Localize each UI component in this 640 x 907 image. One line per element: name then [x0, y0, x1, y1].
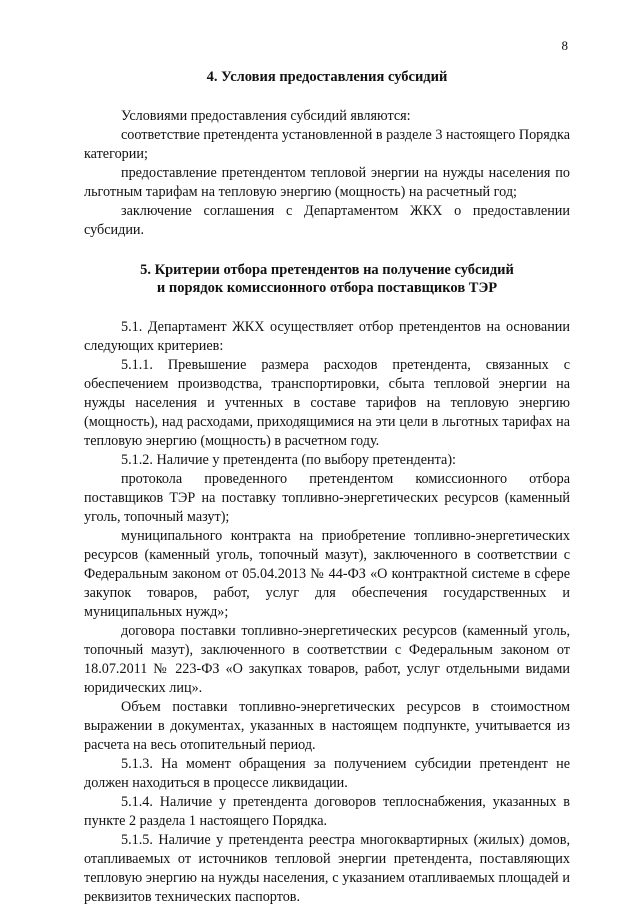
- s5-paragraph: договора поставки топливно-энергетических ресурсов (каменный уголь, топочный мазут), заключенного в соответствии с Федеральным законом от 18.07.2011 № 223-ФЗ «О закупках товаров, работ, услуг отдельными видами юридических лиц».: [84, 623, 570, 696]
- section-4-heading: 4. Условия предоставления субсидий: [206, 69, 448, 85]
- page-number: 8: [561, 38, 568, 53]
- s4-paragraph: Условиями предоставления субсидий являются:: [121, 108, 411, 124]
- s5-paragraph: 5.1.2. Наличие у претендента (по выбору претендента):: [121, 452, 456, 468]
- s5-paragraph: 5.1.3. На момент обращения за получением субсидии претендент не должен находиться в процессе ликвидации.: [84, 756, 570, 791]
- s4-paragraph: соответствие претендента установленной в разделе 3 настоящего Порядка категории;: [84, 127, 570, 162]
- document-body: [84, 68, 570, 907]
- s4-paragraph: заключение соглашения с Департаментом ЖКХ о предоставлении субсидии.: [84, 203, 570, 238]
- section-5-heading-line2: и порядок комиссионного отбора поставщиков ТЭР: [156, 280, 498, 296]
- section-5-heading-line1: 5. Критерии отбора претендентов на получение субсидий: [140, 262, 514, 278]
- s5-paragraph: протокола проведенного претендентом комиссионного отбора поставщиков ТЭР на поставку топливно-энергетических ресурсов (каменный уголь, топочный мазут);: [84, 471, 570, 525]
- s5-paragraph: 5.1. Департамент ЖКХ осуществляет отбор претендентов на основании следующих критериев:: [84, 319, 570, 354]
- s5-paragraph: 5.1.5. Наличие у претендента реестра многоквартирных (жилых) домов, отапливаемых от источников тепловой энергии претендента, поставляющих тепловую энергию на нужды населения, с указанием отапливаемых площадей и реквизитов технических паспортов.: [84, 832, 570, 905]
- s5-paragraph: Объем поставки топливно-энергетических ресурсов в стоимостном выражении в документах, указанных в настоящем подпункте, учитывается из расчета на весь отопительный период.: [84, 699, 570, 753]
- s5-paragraph: муниципального контракта на приобретение топливно-энергетических ресурсов (каменный уголь, топочный мазут), заключенного в соответствии с Федеральным законом от 05.04.2013 № 44-ФЗ «О контрактной системе в сфере закупок товаров, работ, услуг для обеспечения государственных и муниципальных нужд»;: [84, 528, 570, 620]
- s5-paragraph: 5.1.4. Наличие у претендента договоров теплоснабжения, указанных в пункте 2 раздела 1 настоящего Порядка.: [84, 794, 570, 829]
- s4-paragraph: предоставление претендентом тепловой энергии на нужды населения по льготным тарифам на тепловую энергию (мощность) на расчетный год;: [84, 165, 570, 200]
- s5-paragraph: 5.1.1. Превышение размера расходов претендента, связанных с обеспечением производства, транспортировки, сбыта тепловой энергии на нужды населения и учтенных в составе тарифов на тепловую энергию (мощность), над расходами, приходящимися на эти цели в льготных тарифах на тепловую энергию (мощность) в расчетном году.: [84, 357, 570, 449]
